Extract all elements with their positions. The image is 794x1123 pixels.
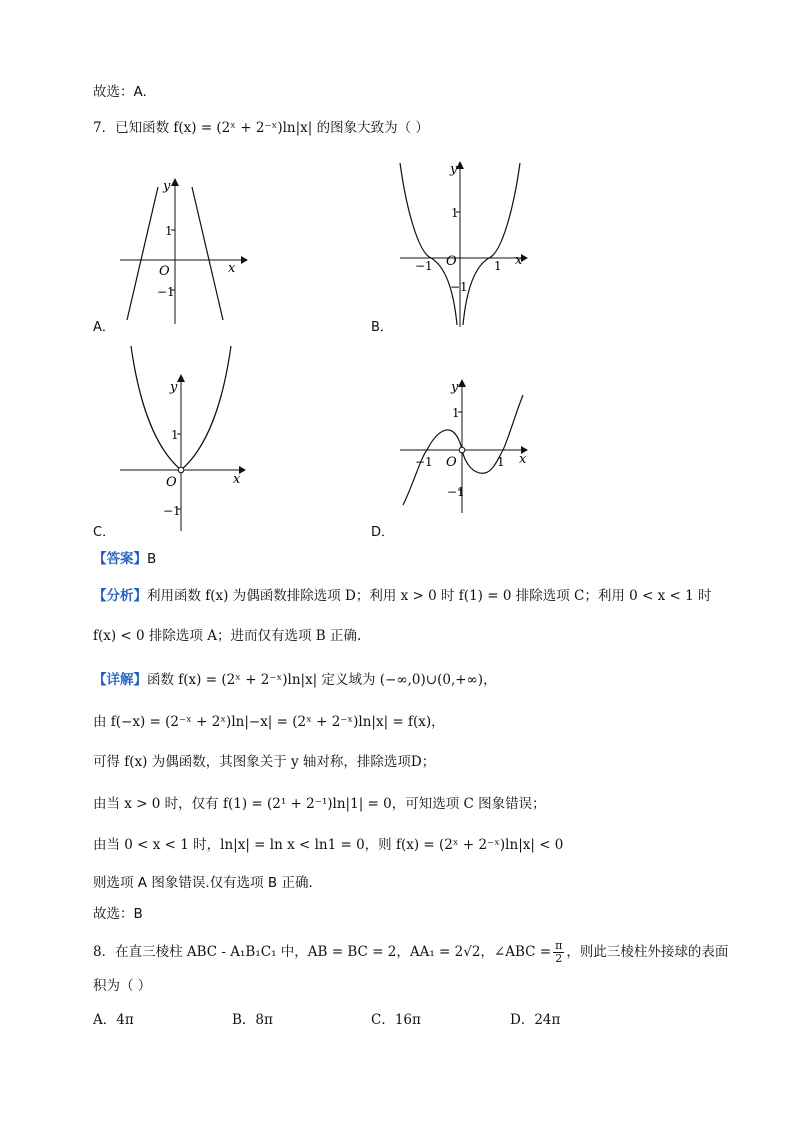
q8-choice-a: A．4π <box>93 1012 134 1028</box>
analysis-tag: 【分析】 <box>93 588 147 604</box>
final-answer: 故选：B <box>93 906 143 922</box>
question-8-stem-line-2: 积为（ ） <box>93 978 152 994</box>
answer-tag: 【答案】 <box>93 551 147 567</box>
graph-d-tick-neg1: −1 <box>447 485 465 499</box>
q8-choice-c: C．16π <box>371 1012 421 1028</box>
graph-d <box>395 375 535 515</box>
graph-d-xtick-neg1: −1 <box>415 455 433 469</box>
graph-b-x-label: x <box>515 253 523 268</box>
graph-a-y-label: y <box>163 179 171 194</box>
detail-line-2: 由 f(−x) = (2⁻ˣ + 2ˣ)ln|−x| = (2ˣ + 2⁻ˣ)ln|x| = f(x)， <box>93 714 445 730</box>
detail-tag: 【详解】 <box>93 672 147 688</box>
q8-choice-b: B．8π <box>232 1012 273 1028</box>
detail-line-3: 可得 f(x) 为偶函数，其图象关于 y 轴对称，排除选项D； <box>93 754 436 770</box>
graph-a-label: A． <box>93 320 115 335</box>
graph-b-tick-1: 1 <box>451 206 459 220</box>
graph-d-xtick-1: 1 <box>497 455 505 469</box>
graph-c-y-label: y <box>170 380 178 395</box>
graph-c <box>115 343 255 533</box>
previous-answer: 故选：A. <box>93 84 147 100</box>
graph-b-y-label: y <box>450 162 458 177</box>
graph-b-origin: O <box>446 254 457 269</box>
question-7-stem: 7．已知函数 f(x) = (2ˣ + 2⁻ˣ)ln|x| 的图象大致为（ ） <box>93 120 429 136</box>
graph-d-x-label: x <box>519 452 527 467</box>
detail-line-6: 则选项 A 图象错误.仅有选项 B 正确. <box>93 875 313 891</box>
graph-a <box>115 172 255 332</box>
graph-b-label: B． <box>371 320 393 335</box>
graph-c-tick-1: 1 <box>171 428 179 442</box>
graph-a-origin: O <box>159 264 170 279</box>
detail-line-1 <box>93 670 497 690</box>
graph-c-tick-neg1: −1 <box>163 504 181 518</box>
q8-fraction-num: π <box>555 939 563 952</box>
analysis-text-1: 利用函数 f(x) 为偶函数排除选项 D；利用 x > 0 时 f(1) = 0 排除选项 C；利用 0 < x < 1 时 <box>147 588 712 604</box>
detail-line-4: 由当 x > 0 时，仅有 f(1) = (2¹ + 2⁻¹)ln|1| = 0，可知选项 C 图象错误； <box>93 796 546 812</box>
graph-c-label: C． <box>93 525 116 540</box>
graph-c-x-label: x <box>233 472 241 487</box>
detail-line-5: 由当 0 < x < 1 时，ln|x| = ln x < ln1 = 0，则 f(x) = (2ˣ + 2⁻ˣ)ln|x| < 0 <box>93 837 564 853</box>
q8-fraction <box>553 940 564 965</box>
graph-b-xtick-1: 1 <box>494 259 502 273</box>
graph-a-tick-neg1: −1 <box>157 285 175 299</box>
answer-line <box>93 549 156 569</box>
q8-choices <box>93 1008 713 1028</box>
graph-c-origin: O <box>166 475 177 490</box>
graph-b-tick-neg1: −1 <box>450 280 468 294</box>
graph-d-origin: O <box>446 455 457 470</box>
detail-text-1: 函数 f(x) = (2ˣ + 2⁻ˣ)ln|x| 定义域为 (−∞,0)∪(0,+∞)， <box>147 672 497 688</box>
graph-a-tick-1: 1 <box>165 224 173 238</box>
graph-b-xtick-neg1: −1 <box>415 259 433 273</box>
graph-d-label: D． <box>371 525 395 540</box>
graph-d-tick-1: 1 <box>452 406 460 420</box>
question-8-stem-line-1 <box>93 940 728 965</box>
q8-stem-b: ，则此三棱柱外接球的表面 <box>566 944 729 960</box>
graph-d-y-label: y <box>451 380 459 395</box>
analysis-line-1 <box>93 586 712 606</box>
analysis-line-2: f(x) < 0 排除选项 A；进而仅有选项 B 正确. <box>93 628 362 644</box>
q8-stem-a: 8．在直三棱柱 ABC - A₁B₁C₁ 中，AB = BC = 2，AA₁ = 2√2，∠ABC = <box>93 944 552 960</box>
q8-choice-d: D．24π <box>510 1012 561 1028</box>
q8-fraction-den: 2 <box>555 952 563 965</box>
answer-value: B <box>147 551 157 567</box>
graph-a-x-label: x <box>228 261 236 276</box>
graph-b <box>395 155 535 330</box>
